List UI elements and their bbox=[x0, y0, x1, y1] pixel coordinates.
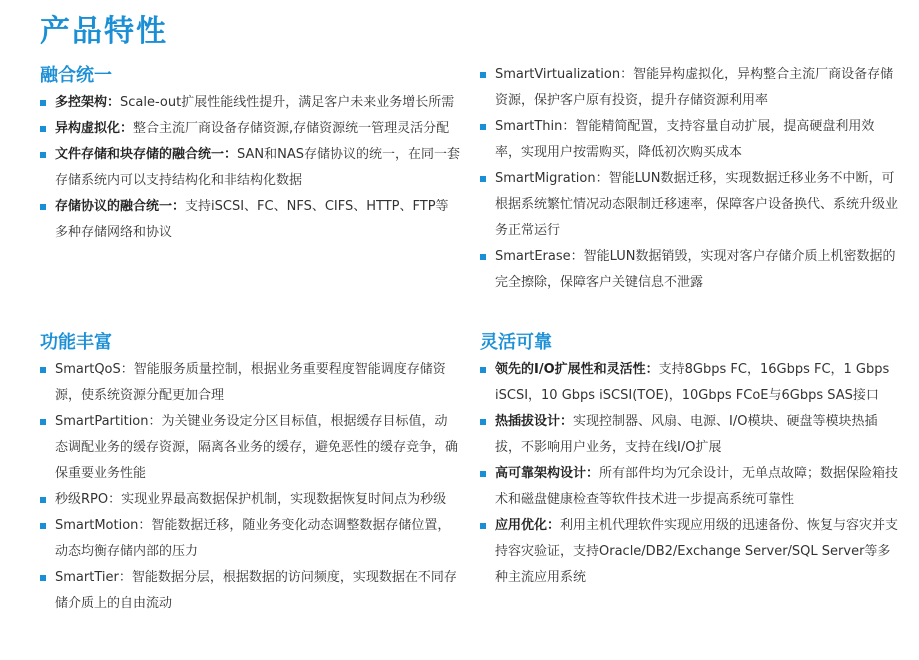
feature-list bbox=[480, 357, 900, 591]
list-item bbox=[40, 513, 460, 565]
square-bullet-icon bbox=[40, 523, 46, 529]
feature-text: 智能数据迁移，随业务变化动态调整数据存储位置，动态均衡存储内部的压力 bbox=[55, 518, 451, 559]
list-item bbox=[480, 244, 900, 296]
feature-term: 领先的I/O扩展性和灵活性： bbox=[495, 362, 659, 377]
section-rich-features bbox=[40, 331, 460, 617]
feature-text: 智能异构虚拟化，异构整合主流厂商设备存储资源，保护客户原有投资，提升存储资源利用率 bbox=[495, 67, 894, 108]
square-bullet-icon bbox=[40, 126, 46, 132]
section-title: 灵活可靠 bbox=[480, 332, 552, 353]
list-item bbox=[40, 194, 460, 246]
feature-term: SmartQoS： bbox=[55, 362, 134, 377]
square-bullet-icon bbox=[480, 124, 486, 130]
feature-term: SmartPartition： bbox=[55, 414, 162, 429]
square-bullet-icon bbox=[480, 367, 486, 373]
page-title: 产品特性 bbox=[40, 14, 168, 49]
square-bullet-icon bbox=[480, 471, 486, 477]
feature-term: SmartVirtualization： bbox=[495, 67, 634, 82]
list-item bbox=[480, 114, 900, 166]
list-item bbox=[480, 357, 900, 409]
section-title: 融合统一 bbox=[40, 65, 112, 86]
feature-term: 秒级RPO： bbox=[55, 492, 122, 507]
feature-text: 为关键业务设定分区目标值，根据缓存目标值，动态调配业务的缓存资源，隔离各业务的缓存，避免恶性的缓存竞争，确保重要业务性能 bbox=[55, 414, 459, 481]
square-bullet-icon bbox=[480, 176, 486, 182]
square-bullet-icon bbox=[480, 419, 486, 425]
square-bullet-icon bbox=[480, 72, 486, 78]
feature-term: 文件存储和块存储的融合统一： bbox=[55, 147, 238, 162]
square-bullet-icon bbox=[40, 497, 46, 503]
feature-term: SmartTier： bbox=[55, 570, 132, 585]
feature-text: 智能LUN数据销毁，实现对客户存储介质上机密数据的完全擦除，保障客户关键信息不泄露 bbox=[495, 249, 896, 290]
feature-list bbox=[480, 62, 900, 296]
feature-term: 热插拔设计： bbox=[495, 414, 574, 429]
list-item bbox=[40, 142, 460, 194]
feature-term: SmartErase： bbox=[495, 249, 584, 264]
list-item bbox=[40, 565, 460, 617]
list-item bbox=[40, 409, 460, 487]
feature-term: 存储协议的融合统一： bbox=[55, 199, 186, 214]
feature-text: 智能精简配置，支持容量自动扩展，提高硬盘利用效率，实现用户按需购买，降低初次购买成本 bbox=[495, 119, 875, 160]
feature-list bbox=[40, 90, 460, 246]
square-bullet-icon bbox=[40, 575, 46, 581]
square-bullet-icon bbox=[480, 523, 486, 529]
section-fusion bbox=[40, 64, 460, 246]
feature-text: 支持iSCSI、FC、NFS、CIFS、HTTP、FTP等多种存储网络和协议 bbox=[55, 199, 449, 240]
feature-term: 应用优化： bbox=[495, 518, 561, 533]
square-bullet-icon bbox=[40, 419, 46, 425]
feature-term: 高可靠架构设计： bbox=[495, 466, 600, 481]
feature-list bbox=[40, 357, 460, 617]
list-item bbox=[480, 62, 900, 114]
feature-term: SmartMigration： bbox=[495, 171, 609, 186]
feature-text: 智能服务质量控制，根据业务重要程度智能调度存储资源，使系统资源分配更加合理 bbox=[55, 362, 446, 403]
list-item bbox=[40, 487, 460, 513]
section-title: 功能丰富 bbox=[40, 332, 112, 353]
feature-term: 异构虚拟化： bbox=[55, 121, 134, 136]
feature-term: SmartThin： bbox=[495, 119, 576, 134]
list-item bbox=[40, 116, 460, 142]
square-bullet-icon bbox=[40, 100, 46, 106]
square-bullet-icon bbox=[40, 367, 46, 373]
feature-term: SmartMotion： bbox=[55, 518, 152, 533]
feature-text: 智能LUN数据迁移，实现数据迁移业务不中断，可根据系统繁忙情况动态限制迁移速率，保障客户设备换代、系统升级业务正常运行 bbox=[495, 171, 899, 238]
list-item bbox=[480, 513, 900, 591]
feature-text: 利用主机代理软件实现应用级的迅速备份、恢复与容灾并支持容灾验证，支持Oracle/DB2/Exchange Server/SQL Server等多种主流应用系统 bbox=[495, 518, 899, 585]
square-bullet-icon bbox=[480, 254, 486, 260]
feature-text: Scale-out扩展性能线性提升，满足客户未来业务增长所需 bbox=[120, 95, 455, 110]
feature-text: SAN和NAS存储协议的统一，在同一套存储系统内可以支持结构化和非结构化数据 bbox=[55, 147, 460, 188]
list-item bbox=[40, 90, 460, 116]
list-item bbox=[40, 357, 460, 409]
feature-text: 所有部件均为冗余设计，无单点故障；数据保险箱技术和磁盘健康检查等软件技术进一步提高系统可靠性 bbox=[495, 466, 899, 507]
list-item bbox=[480, 166, 900, 244]
feature-text: 实现业界最高数据保护机制，实现数据恢复时间点为秒级 bbox=[121, 492, 447, 507]
section-flexible-reliable bbox=[480, 331, 900, 591]
list-item bbox=[480, 461, 900, 513]
square-bullet-icon bbox=[40, 204, 46, 210]
feature-term: 多控架构： bbox=[55, 95, 121, 110]
feature-text: 智能数据分层，根据数据的访问频度，实现数据在不同存储介质上的自由流动 bbox=[55, 570, 457, 611]
feature-text: 实现控制器、风扇、电源、I/O模块、硬盘等模块热插拔，不影响用户业务，支持在线I/O扩展 bbox=[495, 414, 878, 455]
section-smart-features bbox=[480, 62, 900, 296]
feature-text: 整合主流厂商设备存储资源,存储资源统一管理灵活分配 bbox=[133, 121, 450, 136]
list-item bbox=[480, 409, 900, 461]
feature-text: 支持8Gbps FC，16Gbps FC，1 Gbps iSCSI，10 Gbps iSCSI(TOE)，10Gbps FCoE与6Gbps SAS接口 bbox=[495, 362, 890, 403]
square-bullet-icon bbox=[40, 152, 46, 158]
